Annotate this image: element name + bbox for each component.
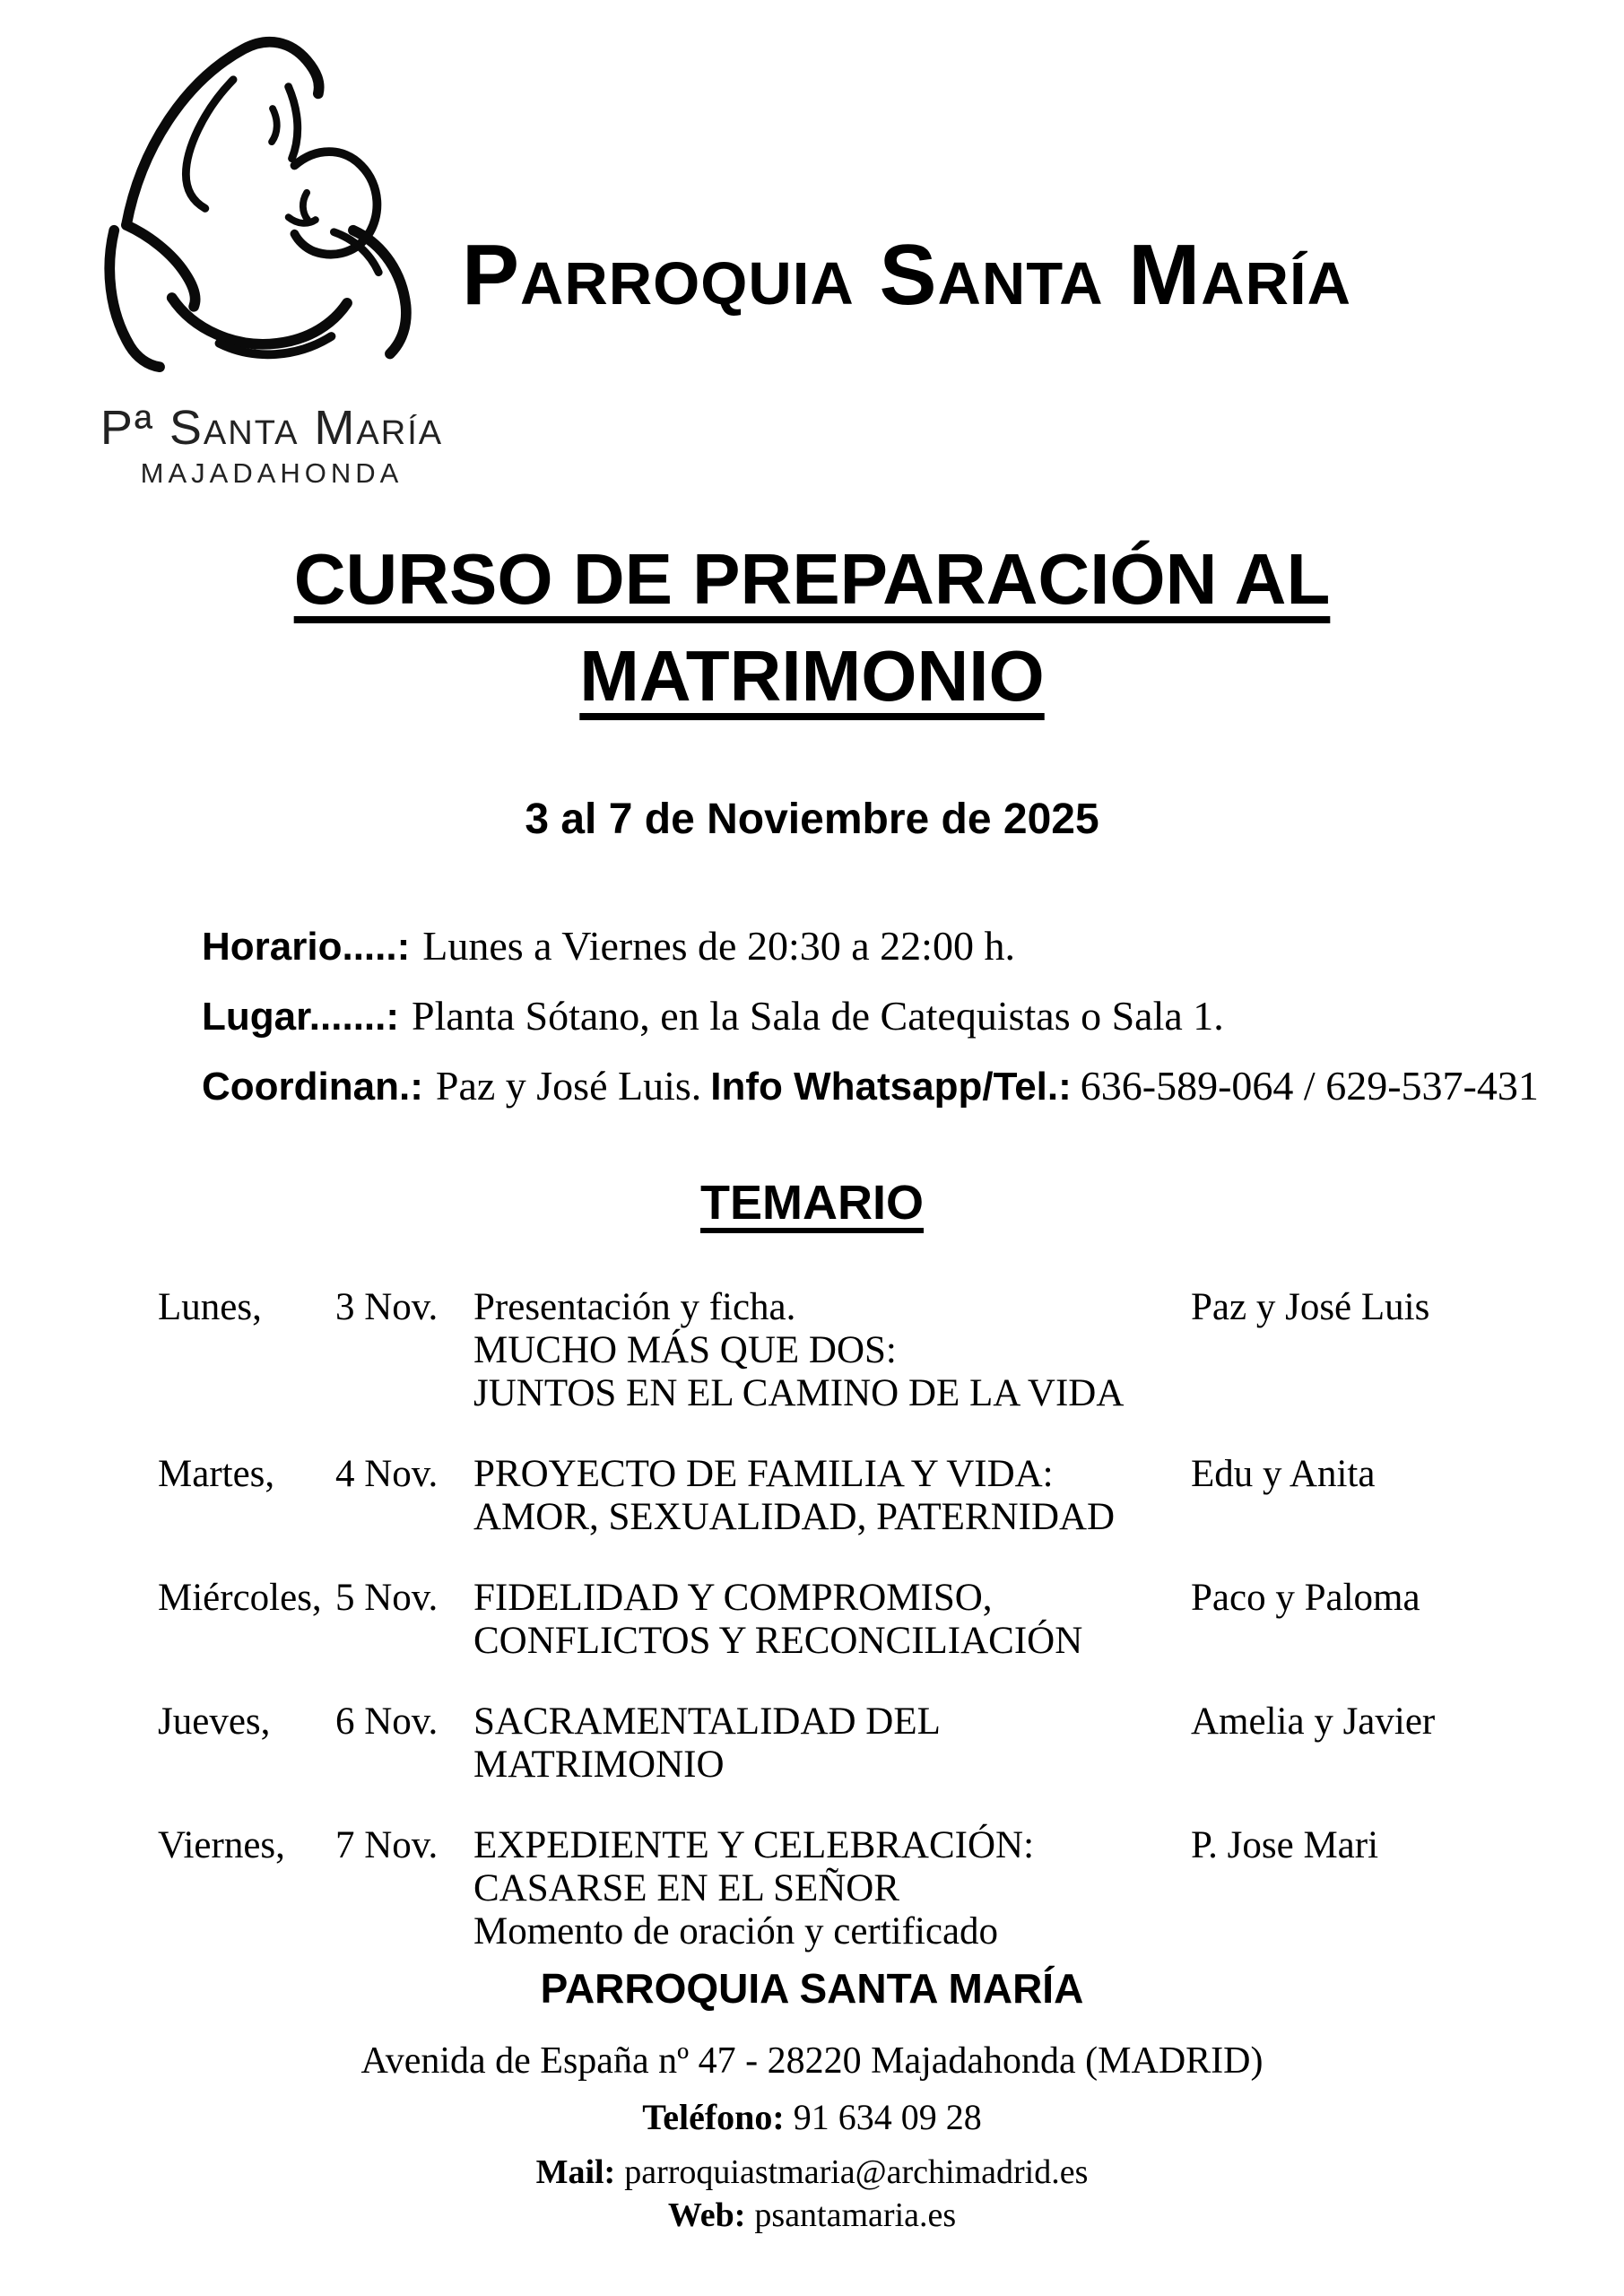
footer — [0, 1964, 1624, 2235]
schedule-topic — [473, 1453, 1191, 1539]
schedule-day: Miércoles, — [158, 1577, 322, 1619]
schedule-topic-line: FIDELIDAD Y COMPROMISO, — [473, 1577, 993, 1619]
document-title-line2: MATRIMONIO — [579, 636, 1045, 716]
schedule-table — [158, 1286, 1557, 1991]
schedule-topic-line: EXPEDIENTE Y CELEBRACIÓN: — [473, 1824, 1035, 1866]
schedule-topic-line: JUNTOS EN EL CAMINO DE LA VIDA — [473, 1372, 1125, 1414]
schedule-date: 6 Nov. — [335, 1700, 439, 1743]
document-title — [0, 531, 1624, 725]
schedule-speakers: P. Jose Mari — [1191, 1824, 1379, 1866]
footer-phone-label: Teléfono: — [642, 2097, 785, 2137]
parish-logo-block — [79, 34, 465, 490]
schedule-topic-line: CASARSE EN EL SEÑOR — [473, 1867, 900, 1909]
detail-lugar — [202, 992, 1539, 1062]
parish-wordmark: Parroquia Santa María — [462, 227, 1352, 323]
schedule-topic-line: Presentación y ficha. — [473, 1286, 796, 1328]
schedule-topic-line: CONFLICTOS Y RECONCILIACIÓN — [473, 1620, 1083, 1662]
schedule-topic-line: MUCHO MÁS QUE DOS: — [473, 1329, 897, 1371]
detail-lugar-value: Planta Sótano, en la Sala de Catequistas o Sala 1. — [412, 993, 1224, 1039]
course-date-range: 3 al 7 de Noviembre de 2025 — [525, 796, 1099, 843]
schedule-row-viernes — [158, 1824, 1557, 1953]
footer-web — [0, 2196, 1624, 2235]
schedule-topic — [473, 1824, 1191, 1953]
schedule-day: Martes, — [158, 1453, 275, 1495]
schedule-speakers: Amelia y Javier — [1191, 1700, 1436, 1743]
footer-web-label: Web: — [667, 2196, 746, 2234]
schedule-speakers: Edu y Anita — [1191, 1453, 1376, 1495]
schedule-speakers: Paco y Paloma — [1191, 1577, 1420, 1619]
detail-coordinan-label: Coordinan.: — [202, 1065, 423, 1109]
footer-parish-name: PARROQUIA SANTA MARÍA — [540, 1965, 1084, 2012]
footer-mail-label: Mail: — [535, 2153, 616, 2191]
schedule-date: 7 Nov. — [335, 1824, 439, 1866]
course-details — [202, 922, 1539, 1132]
schedule-topic-line: SACRAMENTALIDAD DEL MATRIMONIO — [473, 1700, 940, 1786]
temario-heading — [0, 1175, 1624, 1231]
detail-coordinan — [202, 1062, 1539, 1132]
detail-lugar-label: Lugar.......: — [202, 995, 400, 1039]
schedule-topic-line: AMOR, SEXUALIDAD, PATERNIDAD — [473, 1496, 1116, 1538]
detail-whatsapp-label: Info Whatsapp/Tel.: — [710, 1065, 1072, 1109]
footer-phone — [0, 2096, 1624, 2138]
schedule-row-miercoles — [158, 1577, 1557, 1663]
schedule-topic-line: PROYECTO DE FAMILIA Y VIDA: — [473, 1453, 1054, 1495]
logo-caption-name: Pª Santa María — [100, 401, 444, 455]
temario-heading-text: TEMARIO — [700, 1176, 924, 1230]
schedule-row-martes — [158, 1453, 1557, 1539]
schedule-row-lunes — [158, 1286, 1557, 1415]
detail-horario-value: Lunes a Viernes de 20:30 a 22:00 h. — [422, 923, 1015, 969]
schedule-row-jueves — [158, 1700, 1557, 1787]
detail-whatsapp-numbers: 636-589-064 / 629-537-431 — [1080, 1063, 1539, 1109]
footer-address: Avenida de España nº 47 - 28220 Majadahonda (MADRID) — [360, 2040, 1264, 2082]
footer-mail — [0, 2152, 1624, 2192]
document-title-line1: CURSO DE PREPARACIÓN AL — [293, 539, 1331, 619]
schedule-topic — [473, 1286, 1191, 1415]
footer-web-address: psantamaria.es — [754, 2196, 957, 2234]
detail-horario — [202, 922, 1539, 992]
schedule-date: 5 Nov. — [335, 1577, 439, 1619]
footer-phone-number: 91 634 09 28 — [793, 2097, 982, 2137]
schedule-date: 3 Nov. — [335, 1286, 439, 1328]
detail-horario-label: Horario.....: — [202, 925, 411, 969]
schedule-topic — [473, 1577, 1191, 1663]
footer-mail-address: parroquiastmaria@archimadrid.es — [624, 2153, 1089, 2191]
schedule-day: Jueves, — [158, 1700, 271, 1743]
schedule-day: Lunes, — [158, 1286, 262, 1328]
schedule-date: 4 Nov. — [335, 1453, 439, 1495]
schedule-speakers: Paz y José Luis — [1191, 1286, 1430, 1328]
detail-coordinan-value: Paz y José Luis. — [435, 1063, 702, 1109]
schedule-topic — [473, 1700, 1191, 1787]
madonna-and-child-icon — [86, 34, 463, 411]
schedule-topic-line: Momento de oración y certificado — [473, 1910, 999, 1952]
logo-caption-town: MAJADAHONDA — [140, 457, 404, 489]
schedule-day: Viernes, — [158, 1824, 285, 1866]
